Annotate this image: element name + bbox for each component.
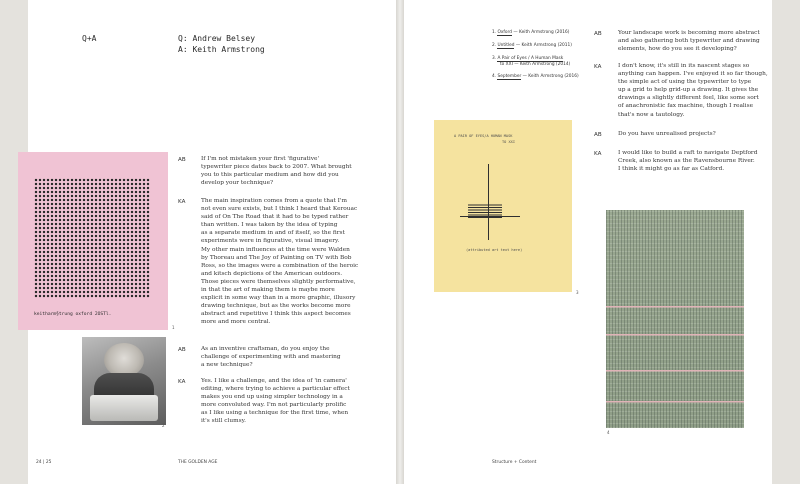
typed-dot-pattern (34, 178, 150, 298)
caption-item: 1. Oxford — Keith Armstrong (2016) (492, 30, 570, 35)
photo-head (104, 343, 144, 377)
speaker-label: KA (594, 64, 602, 70)
answer-paragraph: I would like to build a raft to navigate Deptford Creek, also known as the Ravensbourne River. I think it might go as far as Catford. (618, 150, 758, 173)
typed-text-line: TO XXI (502, 140, 515, 144)
speaker-label: AB (594, 31, 602, 37)
green-grid-drawing (606, 210, 744, 428)
running-title: THE GOLDEN AGE (178, 460, 218, 465)
typed-horizontal-stroke (460, 216, 520, 217)
caption-item: 3. A Pair of Eyes / A Human Mask (492, 56, 564, 61)
speaker-label: AB (594, 132, 602, 138)
interviewee-title: A: Keith Armstrong (178, 45, 265, 54)
figure-number-1: 1 (172, 325, 175, 330)
question-paragraph: As an inventive craftsman, do you enjoy the challenge of experimenting with and mastering a new technique? (201, 346, 341, 369)
running-section-title: Structure + Content (492, 460, 537, 465)
speaker-label: KA (178, 379, 186, 385)
question-paragraph: Do you have unrealised projects? (618, 131, 716, 137)
typed-text-line: (attributed art text here) (466, 248, 523, 252)
speaker-label: AB (178, 157, 186, 163)
book-gutter (396, 0, 404, 484)
caption-item: 4. September — Keith Armstrong (2016) (492, 74, 579, 79)
caption-item: 2. Untitled — Keith Armstrong (2011) (492, 43, 572, 48)
typed-vertical-stroke (488, 164, 489, 240)
question-paragraph: Your landscape work is becoming more abstract and also gathering both typewriter and drawing elements, how do you see it developing? (618, 30, 760, 53)
answer-paragraph: I don't know, it's still in its nascent stages so anything can happen. I've enjoyed it so far though, the simple act of using the typewriter to type up a grid to help grid-up a drawing. It gives the drawings a slightly different feel, like some sort of anachronistic fax machine, though I realise that's now a tautology. (618, 63, 768, 118)
answer-paragraph: The main inspiration comes from a quote that I'm not even sure exists, but I think I heard that Kerouac said of On The Road that it had to be typed rather than written. I was taken by the idea of typing as a separate medium in and of itself, so the first experiments were in figurative, visual imagery. My other main influences at the time were Walden by Thoreau and The Joy of Painting on TV with Bob Ross, so the images were a combination of the heroic and kitsch depictions of the American outdoors. Those pieces were themselves slightly performative, in that the art of making them is maybe more explicit in some way than in a more graphic, illusory drawing technique, but as the works become more abstract and repetitive I think this aspect becomes more and more central. (201, 198, 359, 326)
pink-typewriter-artwork (18, 152, 168, 330)
page-numbers: 24 | 25 (36, 460, 52, 465)
speaker-label: AB (178, 347, 186, 353)
interviewer-title: Q: Andrew Belsey (178, 34, 256, 43)
speaker-label: KA (178, 199, 186, 205)
figure-number-4: 4 (607, 430, 610, 435)
artist-photo (82, 337, 166, 425)
typed-text-line: A PAIR OF EYES/A HUMAN MASK (454, 134, 513, 138)
answer-paragraph: Yes. I like a challenge, and the idea of 'in camera' editing, where trying to achieve a particular effect makes you end up using simpler technology in a more convoluted way. I'm not particularly prolific as I like using a technique for the first time, when it's still clumsy. (201, 378, 350, 425)
caption-item-continuation: to XXI — Keith Armstrong (2014) (500, 62, 571, 67)
question-paragraph: If I'm not mistaken your first 'figurative' typewriter piece dates back to 2007. What brought you to this particular medium and how did you develop your technique? (201, 156, 352, 187)
photo-typewriter (90, 395, 158, 421)
yellow-typewriter-artwork (434, 120, 572, 292)
figure-number-3: 3 (576, 290, 579, 295)
section-tag: Q+A (82, 34, 97, 43)
figure-number-2: 2 (162, 423, 165, 428)
speaker-label: KA (594, 151, 602, 157)
artwork-typed-caption: keitharm§trung oxford 2OSTl. (34, 312, 112, 317)
